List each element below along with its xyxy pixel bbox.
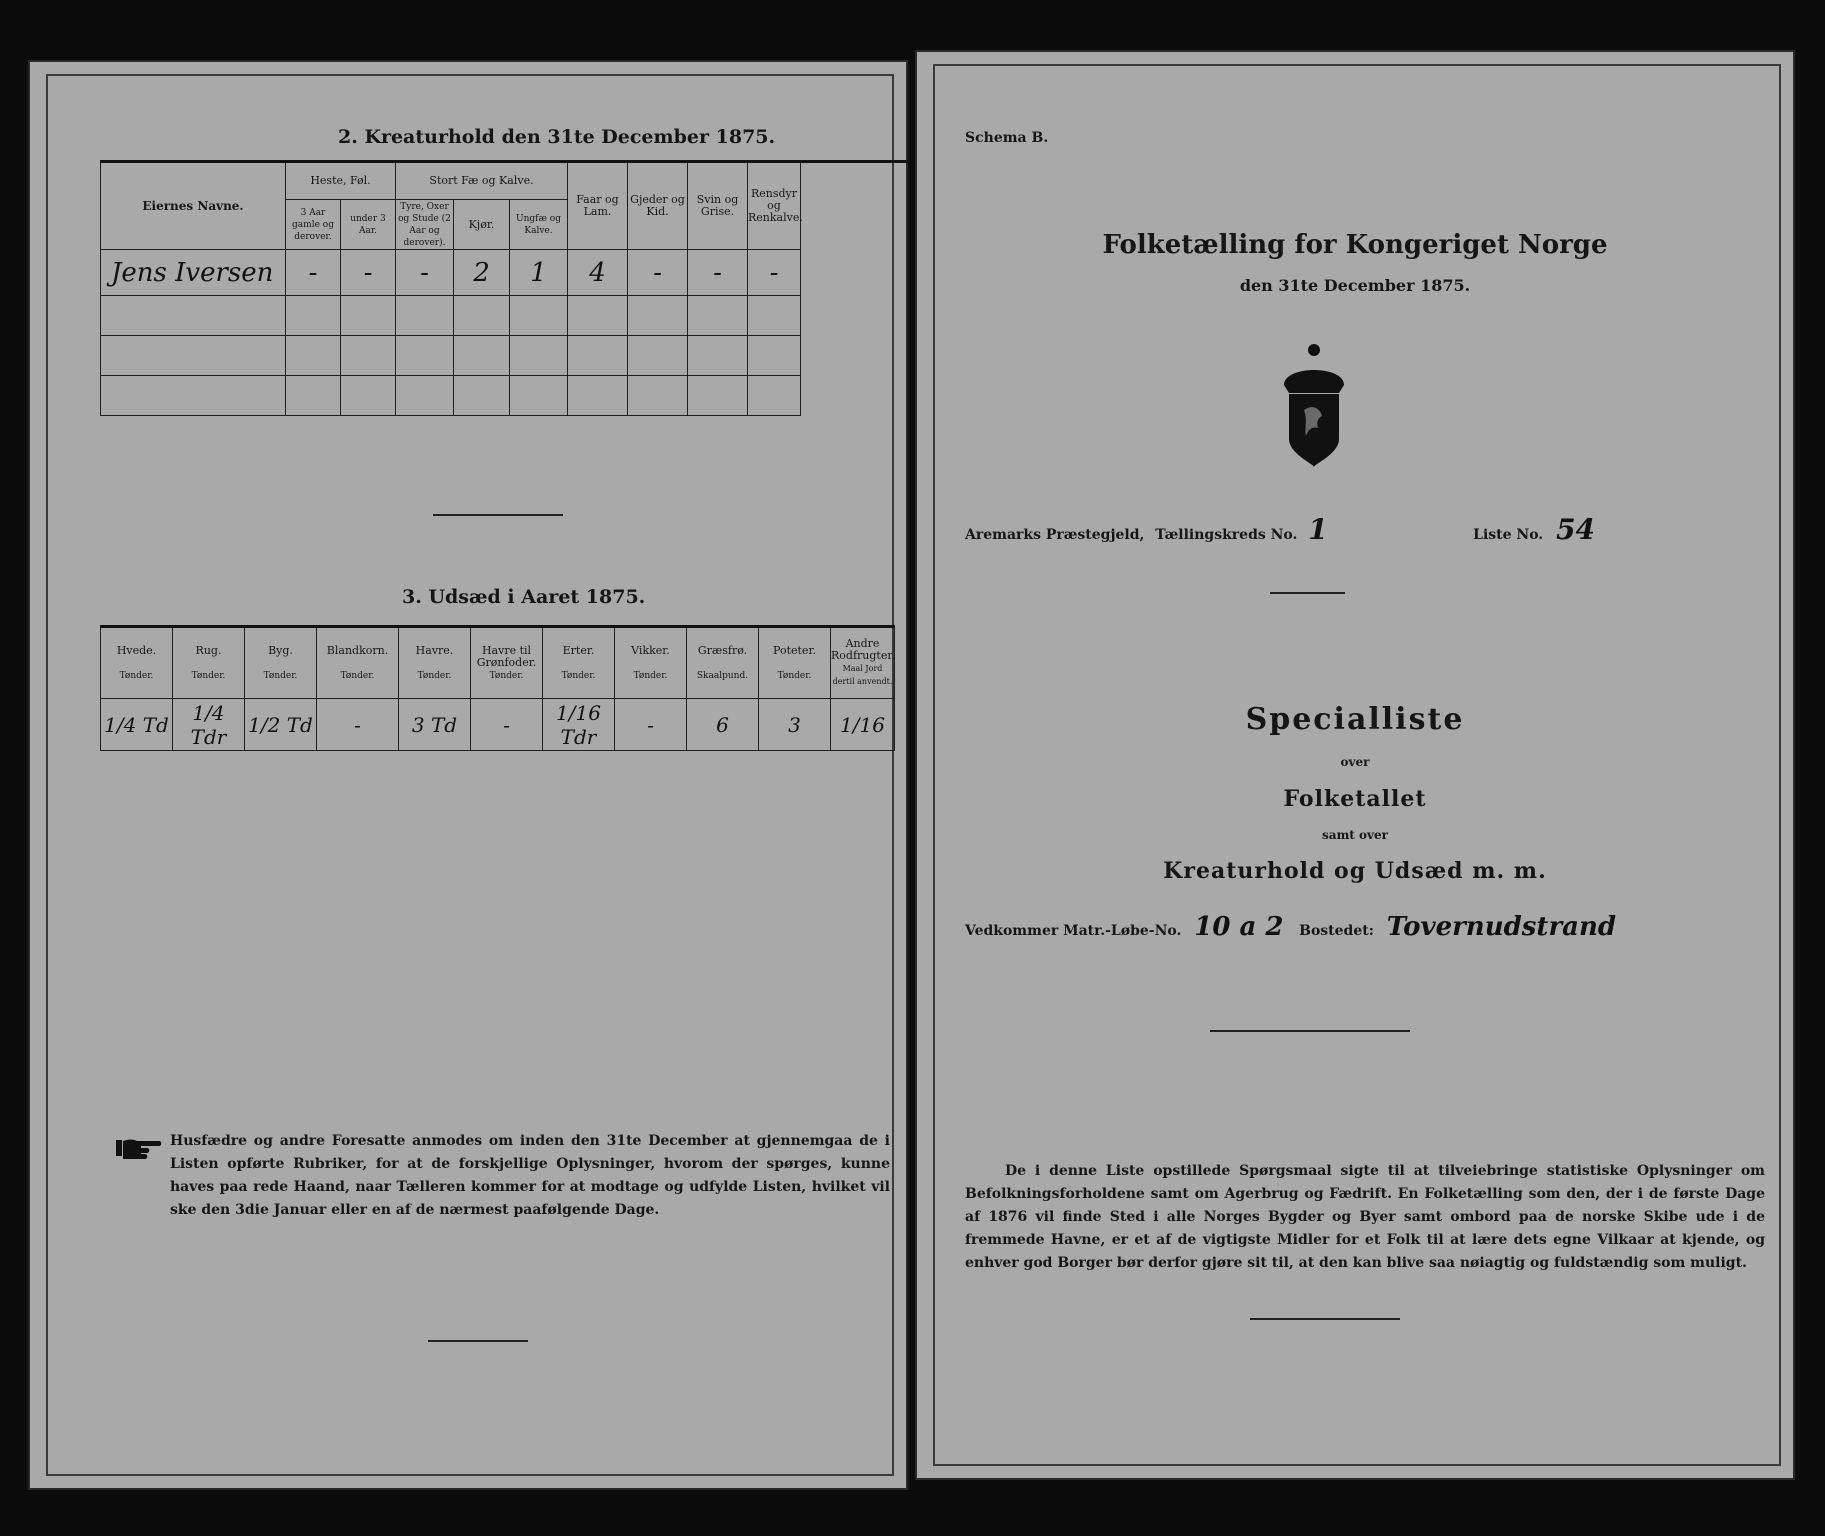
rensdyr-cell: - — [748, 250, 801, 296]
col-havre: Havre. Tønder. — [399, 627, 471, 699]
ungfe-cell: 1 — [510, 250, 568, 296]
col-svin: Svin og Grise. — [688, 162, 748, 250]
blandkorn-value: - — [317, 699, 399, 751]
parish-label: Aremarks Præstegjeld, — [965, 527, 1145, 543]
col-kjor: Kjør. — [454, 200, 510, 250]
havre-value: 3 Td — [399, 699, 471, 751]
col-andre-rodfrugter: Andre Rodfrugter. Maal Jord dertil anvendt. — [831, 627, 895, 699]
divider — [433, 514, 563, 516]
section3-title: 3. Udsæd i Aaret 1875. — [402, 586, 646, 608]
vikker-value: - — [615, 699, 687, 751]
divider — [428, 1340, 528, 1342]
left-page — [28, 60, 908, 1490]
svin-cell: - — [688, 250, 748, 296]
graesfro-value: 6 — [687, 699, 759, 751]
bosted-label: Bostedet: — [1299, 923, 1374, 939]
col-byg: Byg. Tønder. — [245, 627, 317, 699]
havre-gronfoder-value: - — [471, 699, 543, 751]
col-rug: Rug. Tønder. — [173, 627, 245, 699]
col-blandkorn: Blandkorn. Tønder. — [317, 627, 399, 699]
tyre-cell: - — [396, 250, 454, 296]
erter-value: 1/16 Tdr — [543, 699, 615, 751]
schema-label: Schema B. — [965, 130, 1049, 146]
notice-text: Husfædre og andre Foresatte anmodes om inden den 31te December at gjennemgaa de i Listen opførte Rubriker, for at de forskjellige Oplysninger, hvorom der spørges, kunne haves paa rede Haand, naar Tælleren kommer for at modtage og udfylde Listen, hvilket vil ske den 3die Januar eller en af de nærmest paafølgende Dage. — [170, 1133, 890, 1218]
col-vikker: Vikker. Tønder. — [615, 627, 687, 699]
list-label: Liste No. — [1473, 527, 1544, 543]
right-page — [915, 50, 1795, 1480]
col-heste-group: Heste, Føl. — [286, 162, 396, 200]
rug-value: 1/4 Tdr — [173, 699, 245, 751]
faar-cell: 4 — [568, 250, 628, 296]
over-text: over — [1340, 755, 1370, 769]
heste-old-cell: - — [286, 250, 341, 296]
col-heste-young: under 3 Aar. — [341, 200, 396, 250]
table-row — [101, 336, 909, 376]
divider — [1270, 592, 1345, 594]
table-row — [101, 296, 909, 336]
col-stortfe-group: Stort Fæ og Kalve. — [396, 162, 568, 200]
bosted-value: Tovernudstrand — [1386, 912, 1617, 942]
specialliste-heading: Specialliste — [1245, 702, 1465, 737]
col-tyre: Tyre, Oxer og Stude (2 Aar og derover). — [396, 200, 454, 250]
col-faar: Faar og Lam. — [568, 162, 628, 250]
divider — [1250, 1318, 1400, 1320]
poteter-value: 3 — [759, 699, 831, 751]
livestock-table — [100, 160, 909, 416]
samt-over-text: samt over — [1322, 828, 1388, 842]
col-rensdyr: Rensdyr og Renkalve. — [748, 162, 801, 250]
divider — [1210, 1030, 1410, 1032]
list-value: 54 — [1556, 513, 1596, 546]
gjeder-cell: - — [628, 250, 688, 296]
hvede-value: 1/4 Td — [101, 699, 173, 751]
table-row — [101, 376, 909, 416]
intro-paragraph: De i denne Liste opstillede Spørgsmaal sigte til at tilveiebringe statistiske Oplysninger om Befolkningsforholdene samt om Agerbrug og Fædrift. En Folketælling som den, der i de første Dage af 1876 vil finde Sted i alle Norges Bygder og Byer samt ombord paa de norske Skibe ude i de fremmede Havne, er et af de vigtigste Midler for et Folk til at lære dets egne Vilkaar at kjende, og enhver god Borger bør derfor gjøre sit til, at den kan blive saa nøiagtig og fuldstændig som muligt. — [965, 1163, 1765, 1271]
district-line — [965, 513, 1595, 546]
folketallet-text: Folketallet — [1283, 786, 1427, 812]
col-owner-name: Eiernes Navne. — [101, 162, 286, 250]
matr-label: Vedkommer Matr.-Løbe-No. — [965, 923, 1182, 939]
matr-line — [965, 912, 1616, 942]
owner-name-cell: Jens Iversen — [101, 250, 286, 296]
col-erter: Erter. Tønder. — [543, 627, 615, 699]
kjor-cell: 2 — [454, 250, 510, 296]
pointing-hand-icon — [114, 1132, 164, 1162]
table-row — [101, 699, 895, 751]
col-havre-gronfoder: Havre til Grønfoder. Tønder. — [471, 627, 543, 699]
col-graesfro: Græsfrø. Skaalpund. — [687, 627, 759, 699]
sowing-table — [100, 625, 895, 751]
col-ungfe: Ungfæ og Kalve. — [510, 200, 568, 250]
col-poteter: Poteter. Tønder. — [759, 627, 831, 699]
byg-value: 1/2 Td — [245, 699, 317, 751]
norwegian-coat-of-arms-icon — [1269, 340, 1359, 470]
kreaturhold-heading: Kreaturhold og Udsæd m. m. — [1163, 858, 1547, 884]
circuit-label: Tællingskreds No. — [1155, 527, 1298, 543]
andre-rodfrugter-value: 1/16 — [831, 699, 895, 751]
circuit-value: 1 — [1308, 513, 1328, 546]
col-hvede: Hvede. Tønder. — [101, 627, 173, 699]
matr-value: 10 a 2 — [1194, 912, 1284, 942]
census-subtitle: den 31te December 1875. — [1239, 276, 1471, 295]
heste-young-cell: - — [341, 250, 396, 296]
col-gjeder: Gjeder og Kid. — [628, 162, 688, 250]
census-title: Folketælling for Kongeriget Norge — [1102, 230, 1608, 260]
col-heste-old: 3 Aar gamle og derover. — [286, 200, 341, 250]
section2-title: 2. Kreaturhold den 31te December 1875. — [338, 126, 776, 148]
table-row — [101, 250, 909, 296]
